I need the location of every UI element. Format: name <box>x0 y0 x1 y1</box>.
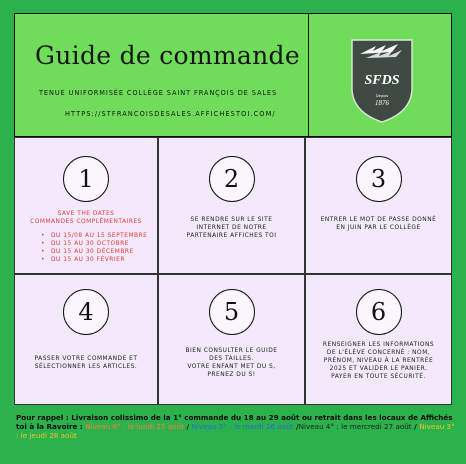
header-logo-area <box>308 14 453 138</box>
step-number-1: 1 <box>63 156 109 202</box>
step-card-3 <box>305 137 452 274</box>
niveau-4-date: Niveau 4° : le mercredi 27 août <box>298 422 412 432</box>
order-guide-sheet <box>14 13 452 405</box>
date-item: • DU 15/08 AU 15 SEPTEMBRE <box>41 232 147 240</box>
shop-url-link[interactable]: HTTPS://STFRANCOISDESALES.AFFICHESTOI.COM/ <box>65 110 276 118</box>
logo-since-label: Depuis <box>375 93 389 98</box>
step-number-2: 2 <box>209 156 255 202</box>
date-item: • DU 15 AU 30 DÉCEMBRE <box>41 248 147 256</box>
step-card-4 <box>14 274 158 405</box>
step-number-5: 5 <box>209 289 255 335</box>
niveau-6-date: Niveau 6° : le lundi 25 août <box>85 422 184 432</box>
guide-header <box>14 13 452 137</box>
date-item: • DU 15 AU 30 OCTOBRE <box>41 240 147 248</box>
niveau-3-date: Niveau 3° : le jeudi 28 août <box>16 422 455 441</box>
step-card-2 <box>158 137 305 274</box>
steps-grid <box>14 137 452 405</box>
logo-year: 1876 <box>375 99 389 107</box>
reminder-intro: Pour rappel : Livraison colissimo de la 1° commande du 18 au 29 août ou retrait dans les locaux de Affichés toi à la Ravoire : <box>16 413 453 432</box>
step-card-5 <box>158 274 305 405</box>
step-5-text: BIEN CONSULTER LE GUIDE DES TAILLES. VOTRE ENFANT MET DU S, PRENEZ DU S! <box>185 348 278 378</box>
step-number-6: 6 <box>356 289 402 335</box>
delivery-reminder <box>16 413 456 441</box>
header-title-area <box>15 14 308 138</box>
step-4-text: PASSER VOTRE COMMANDE ET SÉLECTIONNER LES ARTICLES. <box>34 356 138 370</box>
separator: / <box>184 422 192 432</box>
step-number-4: 4 <box>63 289 109 335</box>
separator: / <box>293 422 299 432</box>
separator: / <box>411 422 420 432</box>
save-the-dates-title: SAVE THE DATES COMMANDES COMPLÉMENTAIRES <box>30 211 142 225</box>
step-number-3: 3 <box>356 156 402 202</box>
niveau-5-date: Niveau 5° : le mardi 26 août <box>191 422 294 432</box>
step-card-6 <box>305 274 452 405</box>
complementary-dates-list <box>41 232 147 264</box>
date-item: • DU 15 AU 30 FÉVRIER <box>41 256 147 264</box>
step-6-text: RENSEIGNER LES INFORMATIONS DE L'ÉLÈVE CONCERNÉ : NOM, PRÉNOM, NIVEAU À LA RENTRÉE 2025 ET VALIDER LE PANIER. PAYER EN TOUTE SÉCURITÉ. <box>322 342 435 380</box>
step-3-text: ENTRER LE MOT DE PASSE DONNÉ EN JUIN PAR LE COLLÈGE <box>320 217 437 231</box>
page-title: Guide de commande <box>35 41 300 70</box>
logo-initials: SFDS <box>364 73 400 88</box>
step-card-1 <box>14 137 158 274</box>
sfds-shield-logo-icon <box>346 36 418 124</box>
header-subtitle: TENUE UNIFORMISÉE COLLÈGE SAINT FRANÇOIS DE SALES <box>39 89 278 97</box>
step-2-text: SE RENDRE SUR LE SITE INTERNET DE NOTRE PARTENAIRE AFFICHES TOI <box>186 217 277 239</box>
